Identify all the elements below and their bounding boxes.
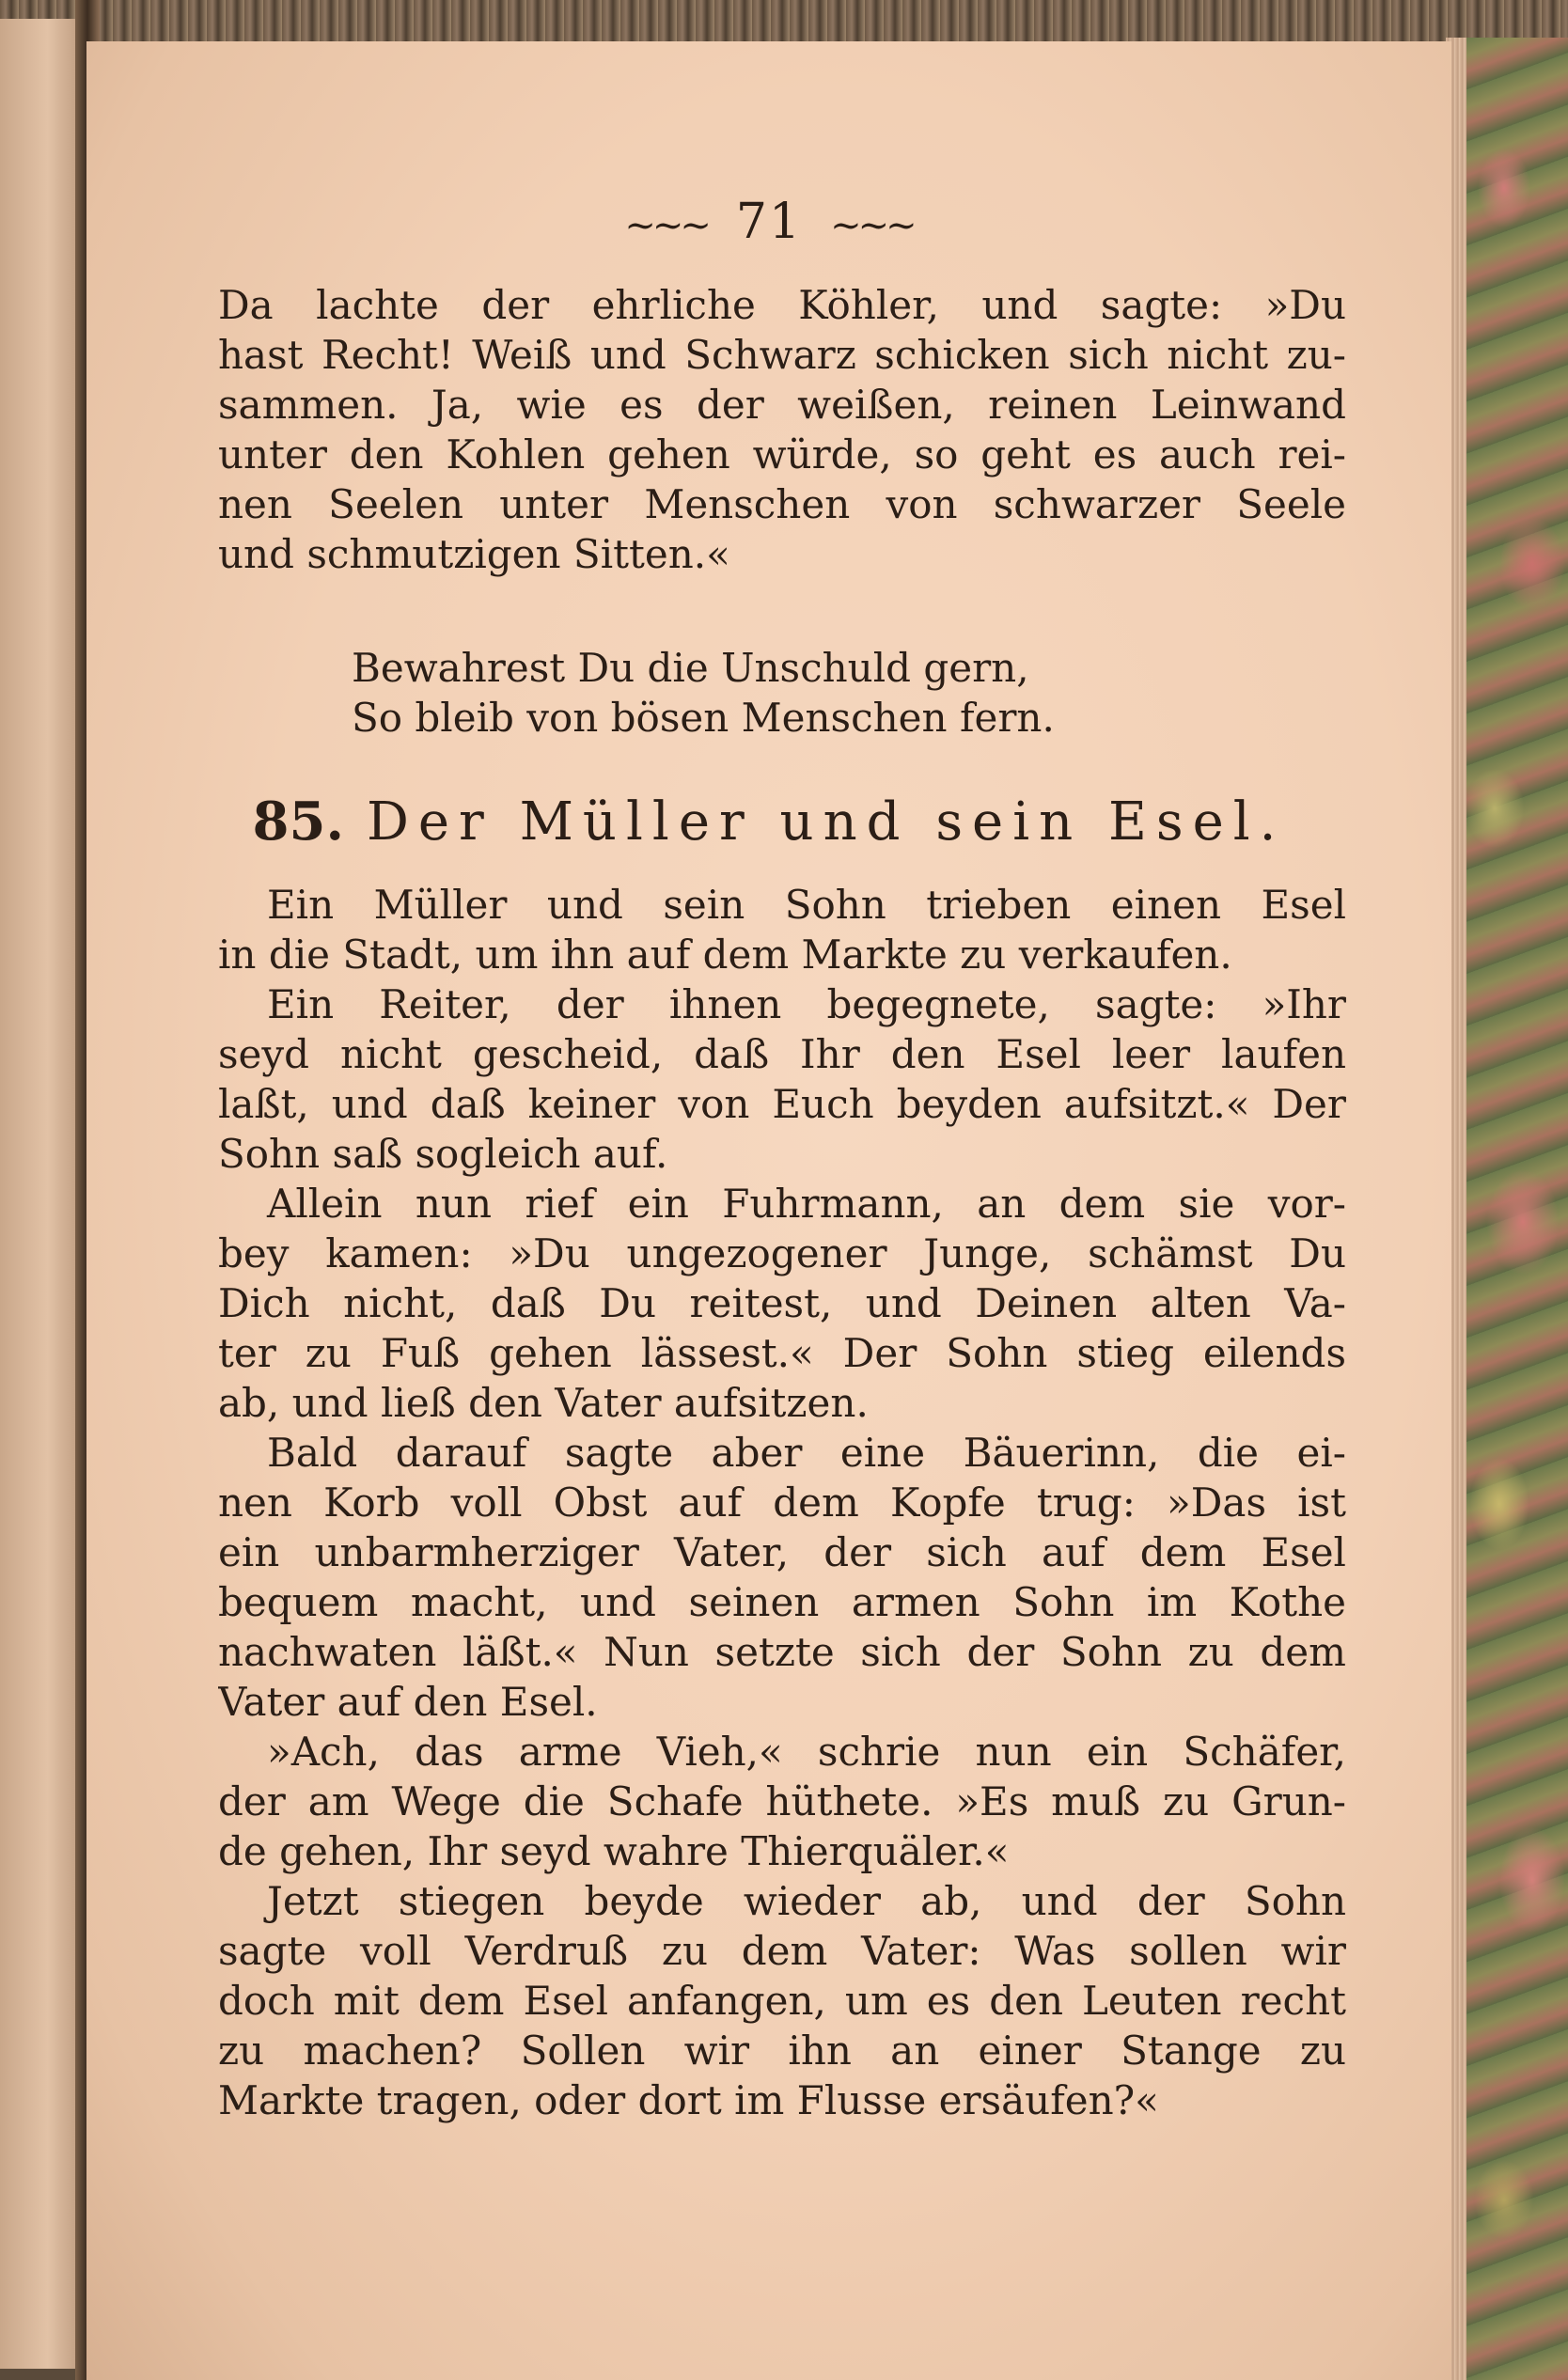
page-number: 71: [735, 194, 803, 250]
text-line: ter zu Fuß gehen lässest.« Der Sohn stieg eilends: [218, 1330, 1346, 1376]
text-line: Markte tragen, oder dort im Flusse ersäufen?«: [218, 2077, 1159, 2123]
text-line: »Ach, das arme Vieh,« schrie nun ein Schäfer,: [267, 1729, 1346, 1775]
story-body: [218, 880, 1346, 2125]
text-line: der am Wege die Schafe hüthete. »Es muß zu Grun-: [218, 1778, 1346, 1824]
previous-page-edge: [0, 19, 86, 2369]
text-line: Sohn saß sogleich auf.: [218, 1131, 668, 1177]
text-line: Da lachte der ehrliche Köhler, und sagte: »Du: [218, 282, 1346, 328]
marbled-cover: [1466, 38, 1568, 2380]
text-line: Vater auf den Esel.: [218, 1679, 598, 1725]
text-line: nen Seelen unter Menschen von schwarzer Seele: [218, 481, 1346, 527]
story-number: 85.: [252, 791, 344, 853]
verse: [352, 643, 1198, 743]
text-line: de gehen, Ihr seyd wahre Thierquäler.«: [218, 1828, 1010, 1874]
verse-line: Bewahrest Du die Unschuld gern,: [352, 645, 1029, 691]
text-line: Allein nun rief ein Fuhrmann, an dem sie vor-: [267, 1181, 1346, 1227]
text-line: bey kamen: »Du ungezogener Junge, schämst Du: [218, 1230, 1346, 1276]
text-line: nen Korb voll Obst auf dem Kopfe trug: »Das ist: [218, 1480, 1346, 1526]
text-line: Dich nicht, daß Du reitest, und Deinen alten Va-: [218, 1280, 1346, 1326]
text-line: Ein Müller und sein Sohn trieben einen Esel: [267, 882, 1346, 928]
text-line: sagte voll Verdruß zu dem Vater: Was sollen wir: [218, 1928, 1346, 1974]
text-line: sammen. Ja, wie es der weißen, reinen Leinwand: [218, 382, 1346, 428]
text-line: bequem macht, und seinen armen Sohn im Kothe: [218, 1579, 1346, 1625]
text-line: hast Recht! Weiß und Schwarz schicken sich nicht zu-: [218, 332, 1346, 378]
text-line: nachwaten läßt.« Nun setzte sich der Sohn zu dem: [218, 1629, 1346, 1675]
text-line: und schmutzigen Sitten.«: [218, 531, 730, 577]
page-text: [86, 41, 1451, 2380]
text-line: laßt, und daß keiner von Euch beyden aufsitzt.« Der: [218, 1081, 1346, 1127]
story-heading: [86, 788, 1451, 856]
header-ornament-right: ~~~: [830, 203, 914, 247]
text-line: Jetzt stiegen beyde wieder ab, und der Sohn: [267, 1878, 1346, 1924]
text-line: ab, und ließ den Vater aufsitzen.: [218, 1380, 869, 1426]
text-line: zu machen? Sollen wir ihn an einer Stange zu: [218, 2028, 1346, 2074]
text-line: in die Stadt, um ihn auf dem Markte zu verkaufen.: [218, 932, 1232, 978]
story-title: Der Müller und sein Esel.: [366, 791, 1286, 853]
text-line: doch mit dem Esel anfangen, um es den Leuten recht: [218, 1978, 1346, 2024]
text-line: Ein Reiter, der ihnen begegnete, sagte: »Ihr: [267, 981, 1346, 1027]
text-line: unter den Kohlen gehen würde, so geht es auch rei-: [218, 431, 1346, 478]
verse-line: So bleib von bösen Menschen fern.: [352, 695, 1055, 741]
text-line: ein unbarmherziger Vater, der sich auf dem Esel: [218, 1529, 1346, 1575]
book-page: [86, 41, 1451, 2380]
page-header: [86, 192, 1451, 256]
paragraph-top: [218, 280, 1346, 579]
text-line: Bald darauf sagte aber eine Bäuerinn, die ei-: [267, 1430, 1346, 1476]
text-line: seyd nicht gescheid, daß Ihr den Esel leer laufen: [218, 1031, 1346, 1077]
header-ornament-left: ~~~: [624, 203, 708, 247]
